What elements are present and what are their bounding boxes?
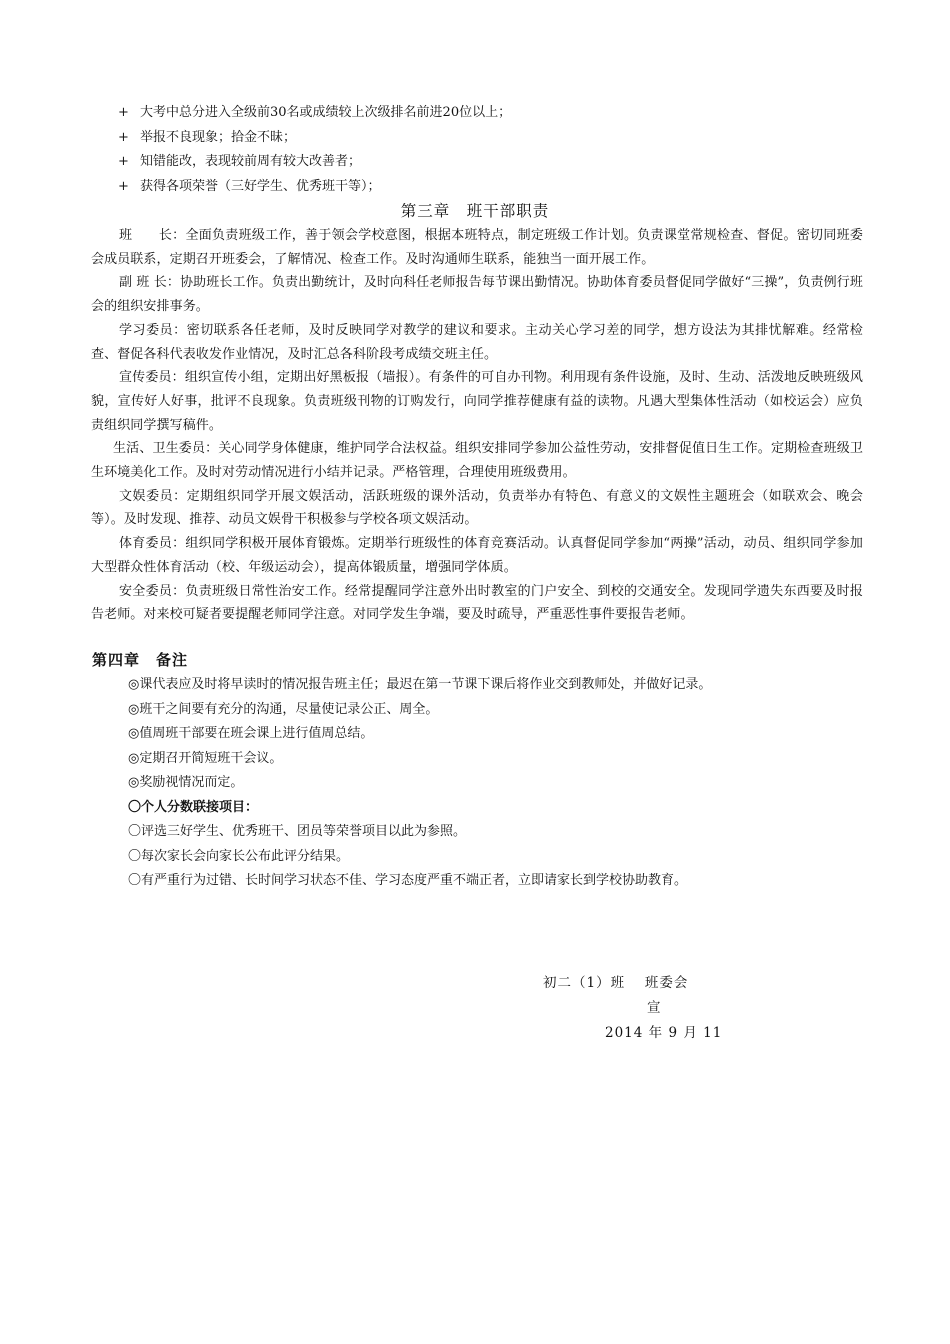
plus-icon: +: [118, 105, 129, 120]
section-heading: 〇个人分数联接项目：: [128, 799, 259, 815]
list-item: + 举报不良现象；拾金不昧；: [118, 126, 878, 151]
list-item: 〇有严重行为过错、长时间学习状态不佳、学习态度严重不端正者，立即请家长到学校协助教育。: [128, 873, 688, 888]
cadre-duties: [91, 224, 863, 627]
list-item: + 获得各项荣誉（三好学生、优秀班干等）；: [118, 175, 878, 200]
duty-publicity-committee: 宣传委员：组织宣传小组，定期出好黑板报（墙报）。有条件的可自办刊物。利用现有条件设施，及时、生动、活泼地反映班级风貌，宣传好人好事，批评不良现象。负责班级刊物的订购发行，向同学推荐健康有益的读物。凡遇大型集体性活动（如校运会）应负责组织同学撰写稿件。: [91, 370, 863, 433]
reward-criteria-list: [118, 101, 878, 199]
list-item: ◎课代表应及时将早读时的情况报告班主任；最迟在第一节课下课后将作业交到教师处，并做好记录。: [128, 677, 712, 692]
duty-monitor: 班 长：全面负责班级工作，善于领会学校意图，根据本班特点，制定班级工作计划。负责课堂常规检查、督促。密切同班委会成员联系，定期召开班委会，了解情况、检查工作。及时沟通师生联系，能独当一面开展工作。: [91, 228, 863, 267]
plus-icon: +: [118, 129, 129, 145]
plus-icon: +: [118, 154, 129, 169]
remarks-list: [128, 673, 868, 894]
signature-announce: 宣: [647, 1000, 662, 1016]
list-item: 〇每次家长会向家长公布此评分结果。: [128, 848, 350, 864]
list-item: ◎值周班干部要在班会课上进行值周总结。: [128, 726, 374, 741]
list-item: ◎班干之间要有充分的沟通，尽量使记录公正、周全。: [128, 701, 439, 717]
duty-life-hygiene-committee: 生活、卫生委员：关心同学身体健康，维护同学合法权益。组织安排同学参加公益性劳动，安排督促值日生工作。定期检查班级卫生环境美化工作。及时对劳动情况进行小结并记录。严格管理，合理使用班级费用。: [91, 441, 863, 481]
duty-study-committee: 学习委员：密切联系各任老师，及时反映同学对教学的建议和要求。主动关心学习差的同学，想方设法为其排忧解难。经常检查、督促各科代表收发作业情况，及时汇总各科阶段考成绩交班主任。: [91, 322, 863, 362]
list-item: + 知错能改，表现较前周有较大改善者；: [118, 150, 878, 175]
duty-vice-monitor: 副 班 长：协助班长工作。负责出勤统计，及时向科任老师报告每节课出勤情况。协助体育委员督促同学做好“三操”，负责例行班会的组织安排事务。: [91, 275, 863, 315]
plus-icon: +: [118, 178, 129, 194]
duty-entertainment-committee: 文娱委员：定期组织同学开展文娱活动，活跃班级的课外活动，负责举办有特色、有意义的文娱性主题班会（如联欢会、晚会等）。及时发现、推荐、动员文娱骨干积极参与学校各项文娱活动。: [91, 488, 863, 528]
list-item: ◎奖励视情况而定。: [128, 775, 244, 790]
signature-date: 2014 年 9 月 11: [605, 1025, 723, 1041]
duty-sports-committee: 体育委员：组织同学积极开展体育锻炼。定期举行班级性的体育竞赛活动。认真督促同学参加“两操”活动，动员、组织同学参加大型群众性体育活动（校、年级运动会），提高体锻质量，增强同学体质。: [91, 536, 863, 575]
chapter-3-title: 第三章 班干部职责: [400, 202, 550, 220]
signature-class: 初二（1）班 班委会: [543, 975, 689, 991]
chapter-4-title: 第四章 备注: [92, 651, 189, 669]
duty-safety-committee: 安全委员：负责班级日常性治安工作。经常提醒同学注意外出时教室的门户安全、到校的交通安全。发现同学遗失东西要及时报告老师。对来校可疑者要提醒老师同学注意。对同学发生争端，要及时疏导，严重恶性事件要报告老师。: [91, 583, 863, 623]
list-item: + 大考中总分进入全级前30名或成绩较上次级排名前进20位以上；: [118, 101, 878, 126]
list-item: 〇评选三好学生、优秀班干、团员等荣誉项目以此为参照。: [128, 824, 467, 839]
list-item: ◎定期召开简短班干会议。: [128, 750, 283, 766]
